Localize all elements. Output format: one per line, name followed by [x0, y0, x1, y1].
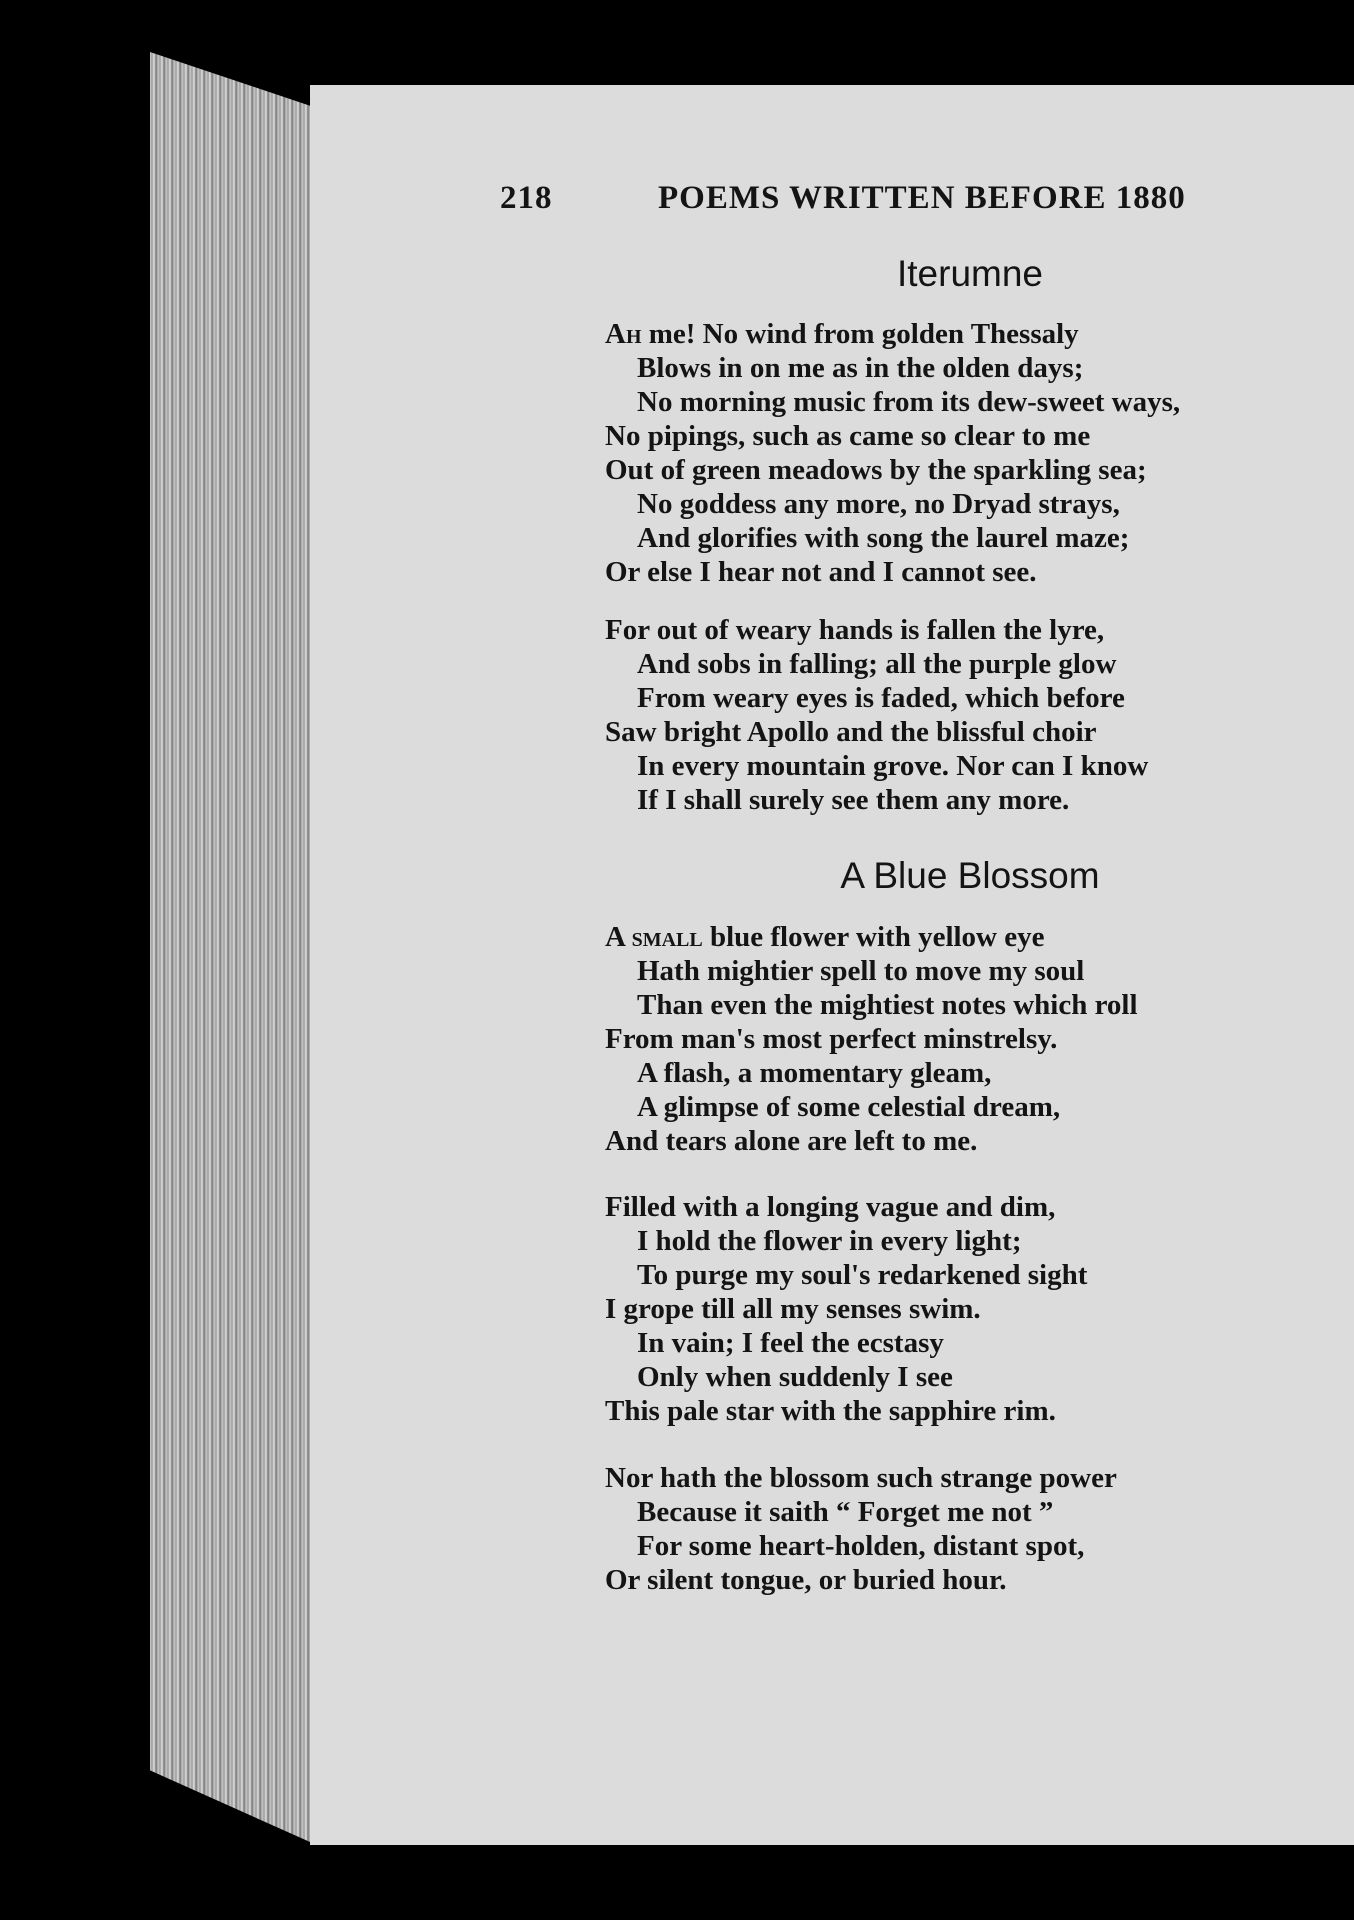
lead-word: Ah: [605, 318, 642, 350]
verse-line: A flash, a momentary gleam,: [637, 1057, 992, 1089]
verse-line: Only when suddenly I see: [637, 1361, 953, 1393]
verse-line: No pipings, such as came so clear to me: [605, 420, 1091, 452]
poem-title: A Blue Blossom: [840, 855, 1100, 896]
page-number: 218: [500, 180, 553, 216]
verse-line: Ah me! No wind from golden Thessaly: [605, 318, 1079, 350]
stanza: [605, 920, 1345, 1158]
verse-line: And tears alone are left to me.: [605, 1125, 978, 1157]
verse-line: Hath mightier spell to move my soul: [637, 955, 1085, 987]
verse-line: For some heart-holden, distant spot,: [637, 1530, 1085, 1562]
book-page: [310, 85, 1354, 1845]
verse-line: In vain; I feel the ecstasy: [637, 1327, 944, 1359]
verse-line: Nor hath the blossom such strange power: [605, 1462, 1117, 1494]
poem-title: Iterumne: [896, 253, 1043, 294]
page-edge-stack: [150, 52, 310, 1842]
verse-line: A glimpse of some celestial dream,: [637, 1091, 1061, 1123]
verse-line: Than even the mightiest notes which roll: [637, 989, 1138, 1021]
verse-line: I grope till all my senses swim.: [605, 1293, 981, 1325]
verse-line: And sobs in falling; all the purple glow: [637, 648, 1117, 680]
verse-line: Out of green meadows by the sparkling sea;: [605, 454, 1147, 486]
verse-line: From weary eyes is faded, which before: [637, 682, 1125, 714]
running-title: POEMS WRITTEN BEFORE 1880: [658, 180, 1186, 216]
stanza: [605, 1190, 1345, 1428]
verse-line: For out of weary hands is fallen the lyre,: [605, 614, 1105, 646]
verse-line: Saw bright Apollo and the blissful choir: [605, 716, 1097, 748]
verse-line: I hold the flower in every light;: [637, 1225, 1022, 1257]
verse-line: To purge my soul's redarkened sight: [637, 1259, 1088, 1291]
verse-line: In every mountain grove. Nor can I know: [637, 750, 1149, 782]
verse-line: No morning music from its dew-sweet ways,: [637, 386, 1181, 418]
lead-word: small: [631, 921, 703, 953]
verse-line: Filled with a longing vague and dim,: [605, 1191, 1056, 1223]
verse-line: If I shall surely see them any more.: [637, 784, 1070, 816]
stanza: [605, 317, 1345, 589]
verse-line: A small blue flower with yellow eye: [605, 921, 1045, 953]
verse-line: Or silent tongue, or buried hour.: [605, 1564, 1007, 1596]
verse-line: Blows in on me as in the olden days;: [637, 352, 1084, 384]
verse-line: Or else I hear not and I cannot see.: [605, 556, 1037, 588]
stanza: [605, 613, 1345, 817]
verse-line: And glorifies with song the laurel maze;: [637, 522, 1130, 554]
verse-line: No goddess any more, no Dryad strays,: [637, 488, 1120, 520]
running-head: [310, 180, 1354, 230]
verse-line: This pale star with the sapphire rim.: [605, 1395, 1056, 1427]
verse-line: Because it saith “ Forget me not ”: [637, 1496, 1054, 1528]
verse-line: From man's most perfect minstrelsy.: [605, 1023, 1058, 1055]
stanza: [605, 1461, 1345, 1597]
